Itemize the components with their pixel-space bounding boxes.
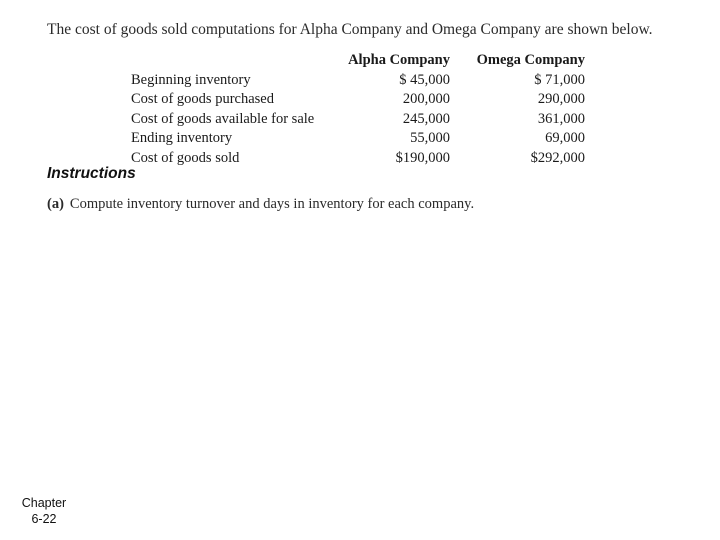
omega-value: 290,000: [537, 91, 585, 108]
page-number: 6-22: [31, 512, 57, 526]
intro-text: The cost of goods sold computations for Alpha Company and Omega Company are shown below.: [47, 21, 653, 38]
row-label: Beginning inventory: [131, 71, 251, 88]
alpha-value: 55,000: [410, 130, 450, 147]
instruction-part-a: [47, 196, 474, 213]
slide-footer: [14, 495, 74, 527]
alpha-value: $ 45,000: [399, 71, 450, 88]
header-alpha-company: Alpha Company: [348, 52, 450, 68]
table-row: [0, 111, 720, 131]
cogs-table: [0, 52, 720, 170]
table-header-row: [0, 52, 720, 72]
header-omega-company: Omega Company: [476, 52, 585, 68]
omega-value: 361,000: [537, 110, 585, 127]
chapter-label: Chapter: [21, 496, 67, 510]
part-a-text: Compute inventory turnover and days in inventory for each company.: [69, 196, 475, 212]
alpha-value: 200,000: [402, 91, 450, 108]
omega-value: $ 71,000: [534, 71, 585, 88]
alpha-value: 245,000: [402, 110, 450, 127]
omega-value: 69,000: [545, 130, 585, 147]
table-row: [0, 72, 720, 92]
row-label: Ending inventory: [131, 130, 233, 147]
row-label: Cost of goods sold: [131, 149, 240, 166]
table-row: [0, 130, 720, 150]
row-label: Cost of goods purchased: [131, 91, 274, 108]
alpha-value: $190,000: [395, 149, 450, 166]
row-label: Cost of goods available for sale: [131, 110, 315, 127]
table-row: [0, 91, 720, 111]
omega-value: $292,000: [530, 149, 585, 166]
part-a-letter: (a): [47, 196, 64, 212]
instructions-heading: Instructions: [47, 165, 136, 182]
